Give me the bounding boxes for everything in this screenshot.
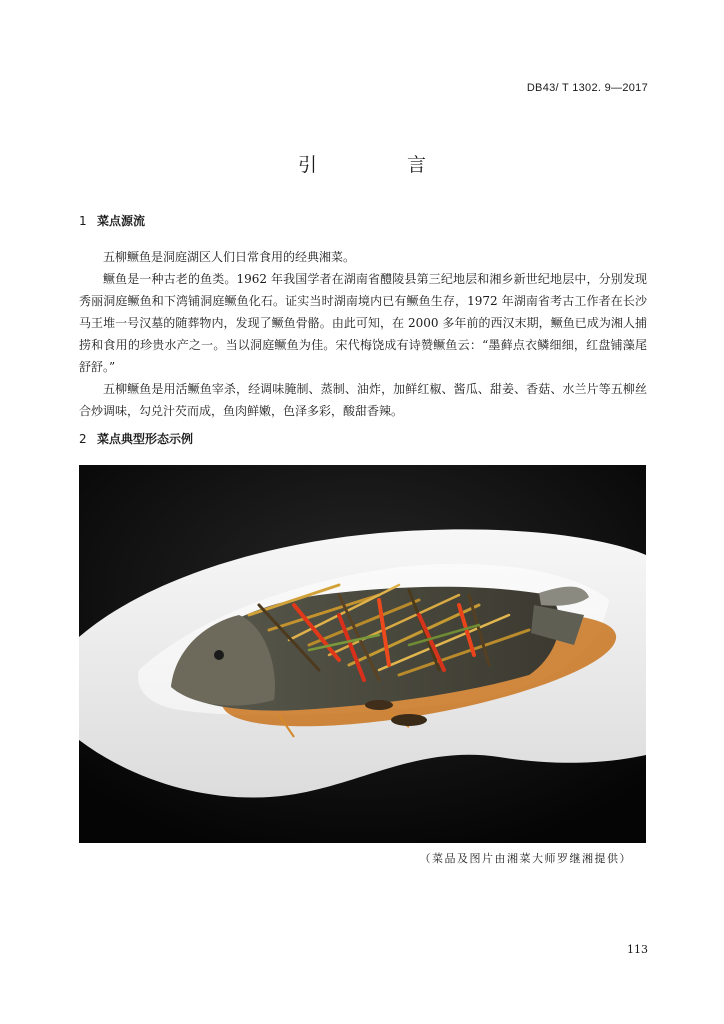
- standard-code: DB43/ T 1302. 9—2017: [526, 82, 648, 94]
- figure-caption: （菜品及图片由湘菜大师罗继湘提供）: [419, 852, 632, 865]
- paragraph: 五柳鳜鱼是用活鳜鱼宰杀，经调味腌制、蒸制、油炸，加鲜红椒、酱瓜、甜姜、香菇、水兰片等五柳丝合炒调味，勾兑汁芡而成，鱼肉鲜嫩，色泽多彩，酸甜香辣。: [79, 382, 647, 418]
- body-text: [79, 246, 647, 422]
- section-heading-1: [79, 212, 145, 229]
- paragraph: 五柳鳜鱼是洞庭湖区人们日常食用的经典湘菜。: [103, 250, 356, 264]
- paragraph: 鳜鱼是一种古老的鱼类。1962 年我国学者在湖南省醴陵县第三纪地层和湘乡新世纪地层中，分别发现秀丽洞庭鳜鱼和下湾铺洞庭鳜鱼化石。证实当时湖南境内已有鳜鱼生存，1972 年湖南省考古工作者在长沙马王堆一号汉墓的随葬物内，发现了鳜鱼骨骼。由此可知，在 2000 多年前的西汉末期，鳜鱼已成为湘人捕捞和食用的珍贵水产之一。当以洞庭鳜鱼为佳。宋代梅饶成有诗赞鳜鱼云：“墨藓点衣鳞细细，红盘铺藻尾舒舒。”: [79, 272, 647, 374]
- page-number: 113: [627, 943, 648, 956]
- section-title: 菜点典型形态示例: [97, 432, 194, 446]
- section-number: 1: [79, 214, 87, 228]
- section-heading-2: [79, 430, 193, 447]
- page-title: 引 言: [297, 154, 469, 176]
- dish-photo: [79, 465, 646, 843]
- section-title: 菜点源流: [97, 214, 146, 228]
- section-number: 2: [79, 432, 87, 446]
